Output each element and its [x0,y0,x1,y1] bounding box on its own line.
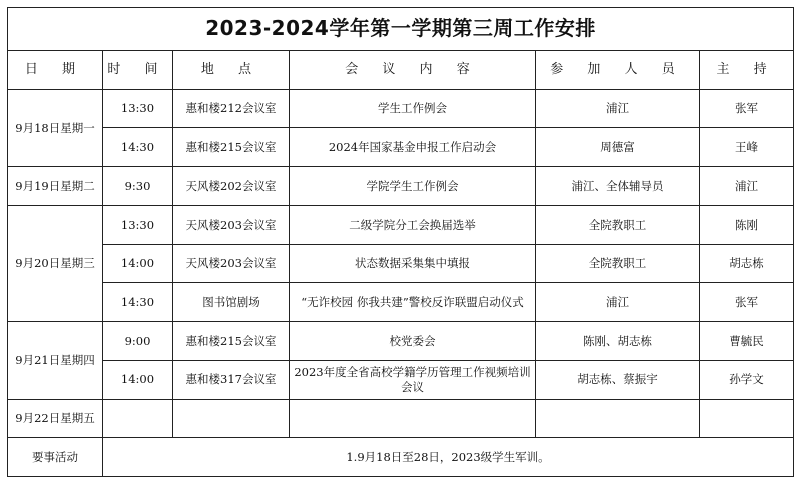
people-cell [536,399,700,438]
date-cell: 9月20日星期三 [8,205,103,321]
people-cell: 浦江、全体辅导员 [536,167,700,206]
host-cell: 孙学文 [700,360,794,399]
content-cell: 二级学院分工会换届选举 [290,205,536,244]
table-row [8,399,794,438]
time-cell: 9:00 [103,322,173,361]
place-cell: 天风楼203会议室 [173,205,290,244]
date-cell: 9月18日星期一 [8,89,103,166]
time-cell: 14:00 [103,360,173,399]
schedule-table [7,7,794,477]
notes-text: 1.9月18日至28日，2023级学生军训。 [103,438,794,477]
notes-row [8,438,794,477]
content-cell: “无诈校园 你我共建”警校反诈联盟启动仪式 [290,283,536,322]
host-cell: 曹毓民 [700,322,794,361]
time-cell: 14:30 [103,283,173,322]
page-title: 2023-2024学年第一学期第三周工作安排 [8,8,794,51]
notes-label: 要事活动 [8,438,103,477]
content-cell: 学生工作例会 [290,89,536,128]
header-host: 主 持 [700,50,794,89]
time-cell: 14:30 [103,128,173,167]
time-cell: 14:00 [103,244,173,283]
people-cell: 全院教职工 [536,244,700,283]
title-row [8,8,794,51]
place-cell: 惠和楼215会议室 [173,322,290,361]
host-cell [700,399,794,438]
host-cell: 陈刚 [700,205,794,244]
content-cell: 校党委会 [290,322,536,361]
content-cell: 状态数据采集集中填报 [290,244,536,283]
table-row [8,167,794,206]
date-cell: 9月22日星期五 [8,399,103,438]
people-cell: 全院教职工 [536,205,700,244]
content-cell: 学院学生工作例会 [290,167,536,206]
header-place: 地 点 [173,50,290,89]
content-cell: 2024年国家基金申报工作启动会 [290,128,536,167]
date-cell: 9月21日星期四 [8,322,103,399]
host-cell: 张军 [700,89,794,128]
header-row [8,50,794,89]
host-cell: 胡志栋 [700,244,794,283]
place-cell: 惠和楼212会议室 [173,89,290,128]
time-cell: 13:30 [103,205,173,244]
time-cell: 13:30 [103,89,173,128]
people-cell: 周德富 [536,128,700,167]
header-date: 日 期 [8,50,103,89]
header-content: 会 议 内 容 [290,50,536,89]
table-row [8,89,794,128]
people-cell: 浦江 [536,89,700,128]
people-cell: 浦江 [536,283,700,322]
place-cell [173,399,290,438]
people-cell: 胡志栋、蔡振宇 [536,360,700,399]
header-time: 时 间 [103,50,173,89]
place-cell: 惠和楼317会议室 [173,360,290,399]
content-cell [290,399,536,438]
table-row [8,205,794,244]
table-row [8,244,794,283]
table-row [8,322,794,361]
table-row [8,360,794,399]
time-cell: 9:30 [103,167,173,206]
place-cell: 天风楼202会议室 [173,167,290,206]
table-row [8,283,794,322]
host-cell: 浦江 [700,167,794,206]
content-cell: 2023年度全省高校学籍学历管理工作视频培训会议 [290,360,536,399]
people-cell: 陈刚、胡志栋 [536,322,700,361]
place-cell: 惠和楼215会议室 [173,128,290,167]
place-cell: 图书馆剧场 [173,283,290,322]
host-cell: 张军 [700,283,794,322]
host-cell: 王峰 [700,128,794,167]
table-row [8,128,794,167]
date-cell: 9月19日星期二 [8,167,103,206]
place-cell: 天风楼203会议室 [173,244,290,283]
header-people: 参 加 人 员 [536,50,700,89]
time-cell [103,399,173,438]
